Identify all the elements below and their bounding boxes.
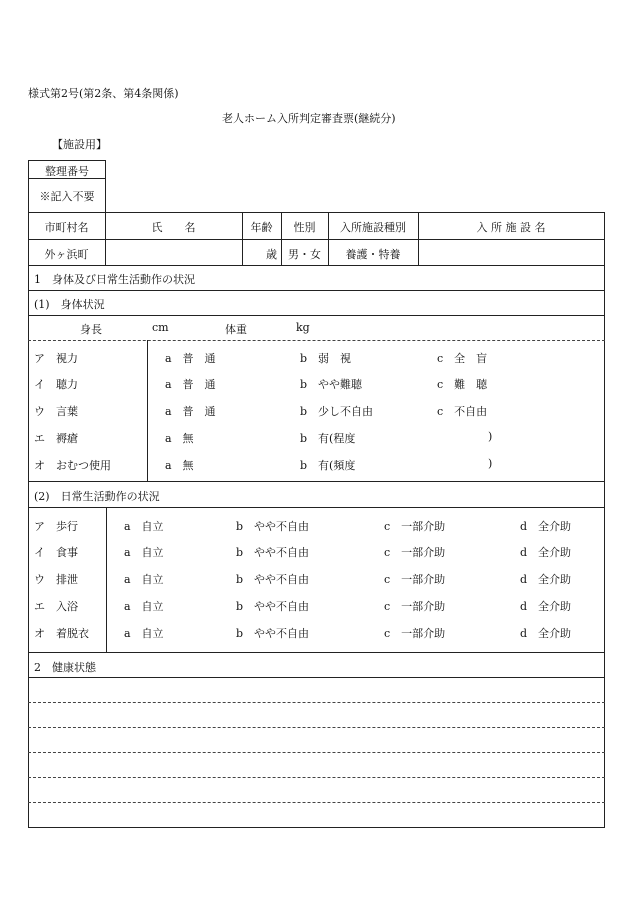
adl-row-d: d 全介助: [520, 573, 572, 586]
col-facility-name: 入 所 施 設 名: [476, 221, 546, 234]
adl-row-a: a 自立: [124, 573, 164, 586]
adl-row-b: b やや不自由: [236, 520, 310, 533]
body-row-a: a 無: [165, 459, 194, 472]
adl-row-label: オ 着脱衣: [34, 627, 89, 640]
form-number: 様式第2号(第2条、第4条関係): [28, 87, 179, 100]
adl-row-a: a 自立: [124, 546, 164, 559]
adl-row-c: c 一部介助: [384, 573, 446, 586]
writing-line[interactable]: [28, 727, 605, 728]
sex-value: 男・女: [288, 248, 321, 261]
height-label: 身長: [80, 323, 102, 336]
adl-row-b: b やや不自由: [236, 573, 310, 586]
adl-row-d: d 全介助: [520, 520, 572, 533]
col-age: 年齢: [250, 221, 273, 234]
adl-row-c: c 一部介助: [384, 520, 446, 533]
adl-row-b: b やや不自由: [236, 627, 310, 640]
body-row-a: a 普 通: [165, 352, 216, 365]
col-facility-type: 入所施設種別: [340, 221, 406, 234]
body-row-c: c 難 聴: [437, 378, 488, 391]
facility-tag: 【施設用】: [52, 138, 107, 151]
body-row-label: オ おむつ使用: [34, 459, 111, 472]
section2-title: 2 健康状態: [34, 661, 96, 674]
col-name: 氏 名: [151, 221, 196, 234]
sub1-title: (1) 身体状況: [34, 298, 105, 311]
adl-row-label: エ 入浴: [34, 600, 78, 613]
body-row-label: ア 視力: [34, 352, 78, 365]
writing-line[interactable]: [28, 702, 605, 703]
body-row-c: c 不自由: [437, 405, 488, 418]
weight-label: 体重: [225, 323, 247, 336]
height-unit: cm: [152, 321, 169, 334]
body-row-b: b やや難聴: [300, 378, 363, 391]
seiri-label: 整理番号: [45, 165, 89, 178]
adl-row-label: ウ 排泄: [34, 573, 78, 586]
age-unit: 歳: [266, 248, 277, 261]
weight-unit: kg: [296, 321, 310, 334]
adl-row-d: d 全介助: [520, 546, 572, 559]
adl-row-label: ア 歩行: [34, 520, 78, 533]
adl-row-d: d 全介助: [520, 627, 572, 640]
adl-row-c: c 一部介助: [384, 600, 446, 613]
body-row-c: ): [488, 430, 493, 443]
body-row-a: a 普 通: [165, 378, 216, 391]
adl-row-a: a 自立: [124, 600, 164, 613]
adl-row-label: イ 食事: [34, 546, 78, 559]
adl-row-b: b やや不自由: [236, 546, 310, 559]
body-row-c: c 全 盲: [437, 352, 488, 365]
body-row-a: a 普 通: [165, 405, 216, 418]
section1-title: 1 身体及び日常生活動作の状況: [34, 273, 195, 286]
sub2-title: (2) 日常生活動作の状況: [34, 490, 160, 503]
facility-type-value: 養護・特養: [345, 248, 401, 261]
body-row-b: b 弱 視: [300, 352, 352, 365]
adl-row-c: c 一部介助: [384, 627, 446, 640]
adl-row-d: d 全介助: [520, 600, 572, 613]
form-title: 老人ホーム入所判定審査票(継続分): [222, 112, 396, 125]
body-row-c: ): [488, 457, 493, 470]
adl-row-a: a 自立: [124, 627, 164, 640]
adl-row-a: a 自立: [124, 520, 164, 533]
body-row-a: a 無: [165, 432, 194, 445]
adl-row-c: c 一部介助: [384, 546, 446, 559]
col-sex: 性別: [293, 221, 316, 234]
col-municipality: 市町村名: [44, 221, 89, 234]
body-row-label: イ 聴力: [34, 378, 78, 391]
seiri-note: ※記入不要: [39, 190, 95, 203]
writing-line[interactable]: [28, 777, 605, 778]
municipality-value: 外ヶ浜町: [44, 248, 89, 261]
writing-line[interactable]: [28, 802, 605, 803]
adl-row-b: b やや不自由: [236, 600, 310, 613]
writing-line[interactable]: [28, 752, 605, 753]
body-row-b: b 有(程度: [300, 432, 356, 445]
body-row-b: b 有(頻度: [300, 459, 356, 472]
body-row-label: エ 褥瘡: [34, 432, 78, 445]
body-row-b: b 少し不自由: [300, 405, 374, 418]
body-row-label: ウ 言葉: [34, 405, 78, 418]
